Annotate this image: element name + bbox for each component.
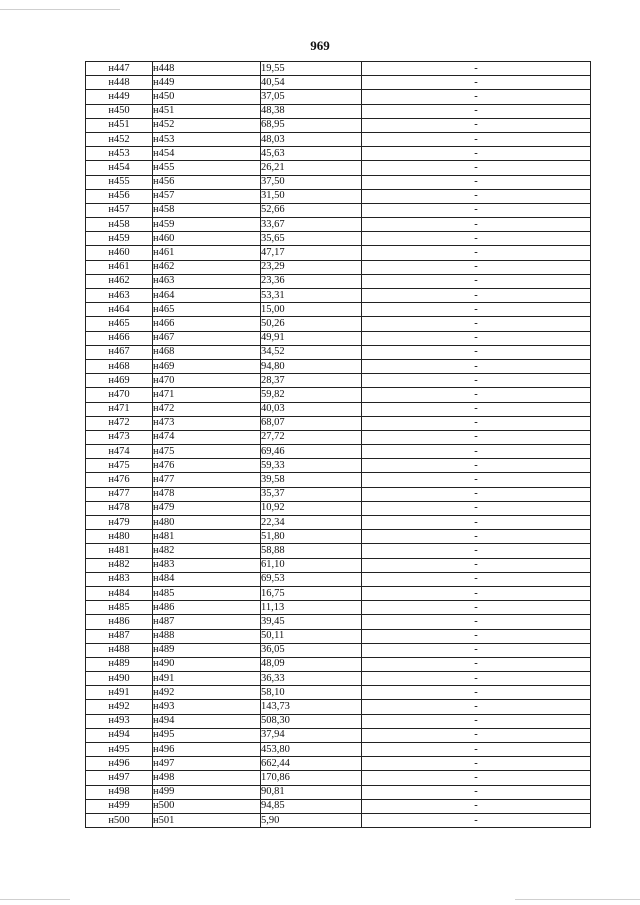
table-row: [86, 813, 591, 827]
scan-edge-bottom-right: [515, 899, 640, 900]
value-cell: -: [362, 487, 591, 501]
point-from-cell: н483: [86, 572, 153, 586]
value-cell: -: [362, 643, 591, 657]
point-to-cell: н472: [153, 402, 261, 416]
length-cell: 50,26: [261, 317, 362, 331]
value-cell: -: [362, 345, 591, 359]
table-row: [86, 459, 591, 473]
point-from-cell: н455: [86, 175, 153, 189]
table-row: [86, 345, 591, 359]
table-row: [86, 104, 591, 118]
point-from-cell: н466: [86, 331, 153, 345]
table-row: [86, 743, 591, 757]
point-to-cell: н497: [153, 757, 261, 771]
table-row: [86, 402, 591, 416]
point-from-cell: н477: [86, 487, 153, 501]
value-cell: -: [362, 700, 591, 714]
value-cell: -: [362, 473, 591, 487]
point-from-cell: н468: [86, 359, 153, 373]
table-row: [86, 274, 591, 288]
point-to-cell: н477: [153, 473, 261, 487]
point-from-cell: н491: [86, 686, 153, 700]
point-to-cell: н471: [153, 388, 261, 402]
table-row: [86, 771, 591, 785]
value-cell: -: [362, 544, 591, 558]
table-row: [86, 90, 591, 104]
table-row: [86, 714, 591, 728]
point-from-cell: н448: [86, 76, 153, 90]
value-cell: -: [362, 76, 591, 90]
table-row: [86, 487, 591, 501]
table-row: [86, 147, 591, 161]
point-from-cell: н487: [86, 629, 153, 643]
length-cell: 31,50: [261, 189, 362, 203]
point-to-cell: н466: [153, 317, 261, 331]
point-to-cell: н450: [153, 90, 261, 104]
length-cell: 39,58: [261, 473, 362, 487]
table-row: [86, 657, 591, 671]
length-cell: 37,94: [261, 728, 362, 742]
length-cell: 69,46: [261, 445, 362, 459]
table-row: [86, 530, 591, 544]
length-cell: 48,38: [261, 104, 362, 118]
table-row: [86, 586, 591, 600]
value-cell: -: [362, 274, 591, 288]
point-to-cell: н468: [153, 345, 261, 359]
length-cell: 28,37: [261, 374, 362, 388]
point-from-cell: н500: [86, 813, 153, 827]
point-to-cell: н448: [153, 62, 261, 76]
value-cell: -: [362, 161, 591, 175]
table-row: [86, 374, 591, 388]
length-cell: 143,73: [261, 700, 362, 714]
point-from-cell: н488: [86, 643, 153, 657]
point-from-cell: н485: [86, 601, 153, 615]
point-to-cell: н460: [153, 232, 261, 246]
table-row: [86, 757, 591, 771]
point-to-cell: н458: [153, 203, 261, 217]
point-from-cell: н474: [86, 445, 153, 459]
length-cell: 94,80: [261, 359, 362, 373]
segments-table: [85, 61, 591, 828]
table-row: [86, 289, 591, 303]
table-row: [86, 629, 591, 643]
point-from-cell: н480: [86, 530, 153, 544]
point-from-cell: н478: [86, 501, 153, 515]
point-from-cell: н449: [86, 90, 153, 104]
table-row: [86, 118, 591, 132]
value-cell: -: [362, 189, 591, 203]
length-cell: 22,34: [261, 516, 362, 530]
length-cell: 23,29: [261, 260, 362, 274]
value-cell: -: [362, 714, 591, 728]
point-to-cell: н500: [153, 799, 261, 813]
point-to-cell: н462: [153, 260, 261, 274]
point-from-cell: н447: [86, 62, 153, 76]
value-cell: -: [362, 757, 591, 771]
length-cell: 50,11: [261, 629, 362, 643]
length-cell: 48,09: [261, 657, 362, 671]
length-cell: 48,03: [261, 132, 362, 146]
point-from-cell: н496: [86, 757, 153, 771]
point-to-cell: н478: [153, 487, 261, 501]
length-cell: 35,65: [261, 232, 362, 246]
table-row: [86, 132, 591, 146]
point-to-cell: н488: [153, 629, 261, 643]
point-from-cell: н462: [86, 274, 153, 288]
length-cell: 68,07: [261, 416, 362, 430]
point-from-cell: н467: [86, 345, 153, 359]
value-cell: -: [362, 530, 591, 544]
point-to-cell: н499: [153, 785, 261, 799]
value-cell: -: [362, 118, 591, 132]
value-cell: -: [362, 771, 591, 785]
value-cell: -: [362, 728, 591, 742]
point-to-cell: н464: [153, 289, 261, 303]
table-row: [86, 544, 591, 558]
value-cell: -: [362, 558, 591, 572]
value-cell: -: [362, 246, 591, 260]
value-cell: -: [362, 516, 591, 530]
value-cell: -: [362, 289, 591, 303]
point-to-cell: н457: [153, 189, 261, 203]
value-cell: -: [362, 303, 591, 317]
length-cell: 39,45: [261, 615, 362, 629]
point-from-cell: н461: [86, 260, 153, 274]
length-cell: 47,17: [261, 246, 362, 260]
length-cell: 59,82: [261, 388, 362, 402]
value-cell: -: [362, 813, 591, 827]
table-row: [86, 473, 591, 487]
table-row: [86, 558, 591, 572]
point-to-cell: н454: [153, 147, 261, 161]
value-cell: -: [362, 218, 591, 232]
value-cell: -: [362, 132, 591, 146]
length-cell: 508,30: [261, 714, 362, 728]
length-cell: 27,72: [261, 430, 362, 444]
point-to-cell: н495: [153, 728, 261, 742]
point-from-cell: н459: [86, 232, 153, 246]
point-to-cell: н479: [153, 501, 261, 515]
table-row: [86, 388, 591, 402]
value-cell: -: [362, 104, 591, 118]
value-cell: -: [362, 445, 591, 459]
point-from-cell: н490: [86, 672, 153, 686]
length-cell: 662,44: [261, 757, 362, 771]
point-to-cell: н494: [153, 714, 261, 728]
length-cell: 37,50: [261, 175, 362, 189]
point-to-cell: н469: [153, 359, 261, 373]
value-cell: -: [362, 430, 591, 444]
point-to-cell: н463: [153, 274, 261, 288]
segments-table-body: [86, 62, 591, 828]
value-cell: -: [362, 743, 591, 757]
length-cell: 69,53: [261, 572, 362, 586]
point-to-cell: н467: [153, 331, 261, 345]
scan-edge-bottom: [0, 899, 70, 900]
value-cell: -: [362, 232, 591, 246]
point-from-cell: н484: [86, 586, 153, 600]
value-cell: -: [362, 572, 591, 586]
point-to-cell: н485: [153, 586, 261, 600]
value-cell: -: [362, 601, 591, 615]
value-cell: -: [362, 175, 591, 189]
table-row: [86, 175, 591, 189]
length-cell: 26,21: [261, 161, 362, 175]
length-cell: 58,88: [261, 544, 362, 558]
point-from-cell: н497: [86, 771, 153, 785]
point-from-cell: н469: [86, 374, 153, 388]
table-row: [86, 303, 591, 317]
point-from-cell: н453: [86, 147, 153, 161]
point-from-cell: н479: [86, 516, 153, 530]
length-cell: 36,05: [261, 643, 362, 657]
point-from-cell: н457: [86, 203, 153, 217]
point-from-cell: н458: [86, 218, 153, 232]
point-from-cell: н473: [86, 430, 153, 444]
length-cell: 11,13: [261, 601, 362, 615]
value-cell: -: [362, 672, 591, 686]
point-from-cell: н463: [86, 289, 153, 303]
value-cell: -: [362, 799, 591, 813]
point-to-cell: н480: [153, 516, 261, 530]
point-to-cell: н501: [153, 813, 261, 827]
value-cell: -: [362, 629, 591, 643]
length-cell: 53,31: [261, 289, 362, 303]
point-to-cell: н493: [153, 700, 261, 714]
point-to-cell: н461: [153, 246, 261, 260]
length-cell: 33,67: [261, 218, 362, 232]
length-cell: 49,91: [261, 331, 362, 345]
length-cell: 68,95: [261, 118, 362, 132]
point-from-cell: н464: [86, 303, 153, 317]
length-cell: 5,90: [261, 813, 362, 827]
value-cell: -: [362, 402, 591, 416]
table-row: [86, 317, 591, 331]
point-to-cell: н498: [153, 771, 261, 785]
point-from-cell: н452: [86, 132, 153, 146]
table-row: [86, 686, 591, 700]
value-cell: -: [362, 459, 591, 473]
table-row: [86, 62, 591, 76]
value-cell: -: [362, 586, 591, 600]
table-row: [86, 260, 591, 274]
point-from-cell: н486: [86, 615, 153, 629]
table-row: [86, 672, 591, 686]
point-to-cell: н465: [153, 303, 261, 317]
length-cell: 94,85: [261, 799, 362, 813]
table-row: [86, 516, 591, 530]
table-row: [86, 161, 591, 175]
value-cell: -: [362, 62, 591, 76]
point-to-cell: н489: [153, 643, 261, 657]
length-cell: 19,55: [261, 62, 362, 76]
point-from-cell: н472: [86, 416, 153, 430]
point-to-cell: н455: [153, 161, 261, 175]
table-row: [86, 643, 591, 657]
value-cell: -: [362, 686, 591, 700]
table-row: [86, 359, 591, 373]
table-row: [86, 728, 591, 742]
point-from-cell: н482: [86, 558, 153, 572]
point-from-cell: н454: [86, 161, 153, 175]
length-cell: 453,80: [261, 743, 362, 757]
value-cell: -: [362, 359, 591, 373]
table-row: [86, 331, 591, 345]
value-cell: -: [362, 416, 591, 430]
point-to-cell: н474: [153, 430, 261, 444]
point-to-cell: н453: [153, 132, 261, 146]
point-from-cell: н471: [86, 402, 153, 416]
value-cell: -: [362, 90, 591, 104]
point-from-cell: н495: [86, 743, 153, 757]
point-from-cell: н450: [86, 104, 153, 118]
table-row: [86, 615, 591, 629]
point-to-cell: н496: [153, 743, 261, 757]
table-row: [86, 246, 591, 260]
point-to-cell: н470: [153, 374, 261, 388]
value-cell: -: [362, 203, 591, 217]
point-to-cell: н449: [153, 76, 261, 90]
length-cell: 61,10: [261, 558, 362, 572]
table-row: [86, 501, 591, 515]
point-from-cell: н456: [86, 189, 153, 203]
table-row: [86, 601, 591, 615]
point-to-cell: н475: [153, 445, 261, 459]
length-cell: 51,80: [261, 530, 362, 544]
point-from-cell: н493: [86, 714, 153, 728]
table-row: [86, 189, 591, 203]
length-cell: 52,66: [261, 203, 362, 217]
point-to-cell: н483: [153, 558, 261, 572]
value-cell: -: [362, 657, 591, 671]
length-cell: 40,54: [261, 76, 362, 90]
length-cell: 59,33: [261, 459, 362, 473]
value-cell: -: [362, 260, 591, 274]
point-to-cell: н481: [153, 530, 261, 544]
table-row: [86, 76, 591, 90]
length-cell: 58,10: [261, 686, 362, 700]
point-from-cell: н494: [86, 728, 153, 742]
length-cell: 35,37: [261, 487, 362, 501]
point-to-cell: н487: [153, 615, 261, 629]
length-cell: 10,92: [261, 501, 362, 515]
point-from-cell: н451: [86, 118, 153, 132]
table-row: [86, 218, 591, 232]
table-row: [86, 799, 591, 813]
page-number: 969: [310, 38, 330, 53]
length-cell: 15,00: [261, 303, 362, 317]
value-cell: -: [362, 388, 591, 402]
point-from-cell: н492: [86, 700, 153, 714]
point-from-cell: н499: [86, 799, 153, 813]
value-cell: -: [362, 147, 591, 161]
point-from-cell: н476: [86, 473, 153, 487]
value-cell: -: [362, 374, 591, 388]
length-cell: 170,86: [261, 771, 362, 785]
table-row: [86, 445, 591, 459]
table-row: [86, 700, 591, 714]
table-row: [86, 430, 591, 444]
point-to-cell: н490: [153, 657, 261, 671]
point-to-cell: н452: [153, 118, 261, 132]
length-cell: 90,81: [261, 785, 362, 799]
value-cell: -: [362, 501, 591, 515]
table-row: [86, 572, 591, 586]
table-row: [86, 232, 591, 246]
point-to-cell: н491: [153, 672, 261, 686]
point-from-cell: н489: [86, 657, 153, 671]
point-from-cell: н460: [86, 246, 153, 260]
point-to-cell: н484: [153, 572, 261, 586]
length-cell: 40,03: [261, 402, 362, 416]
value-cell: -: [362, 331, 591, 345]
point-to-cell: н451: [153, 104, 261, 118]
point-from-cell: н481: [86, 544, 153, 558]
table-row: [86, 416, 591, 430]
point-from-cell: н470: [86, 388, 153, 402]
value-cell: -: [362, 615, 591, 629]
value-cell: -: [362, 785, 591, 799]
length-cell: 36,33: [261, 672, 362, 686]
scan-edge-top: [0, 9, 120, 10]
point-to-cell: н492: [153, 686, 261, 700]
point-to-cell: н473: [153, 416, 261, 430]
point-to-cell: н456: [153, 175, 261, 189]
point-to-cell: н476: [153, 459, 261, 473]
point-from-cell: н465: [86, 317, 153, 331]
length-cell: 34,52: [261, 345, 362, 359]
length-cell: 16,75: [261, 586, 362, 600]
point-from-cell: н475: [86, 459, 153, 473]
point-to-cell: н482: [153, 544, 261, 558]
length-cell: 23,36: [261, 274, 362, 288]
table-row: [86, 785, 591, 799]
length-cell: 37,05: [261, 90, 362, 104]
point-to-cell: н486: [153, 601, 261, 615]
value-cell: -: [362, 317, 591, 331]
point-to-cell: н459: [153, 218, 261, 232]
table-row: [86, 203, 591, 217]
length-cell: 45,63: [261, 147, 362, 161]
point-from-cell: н498: [86, 785, 153, 799]
